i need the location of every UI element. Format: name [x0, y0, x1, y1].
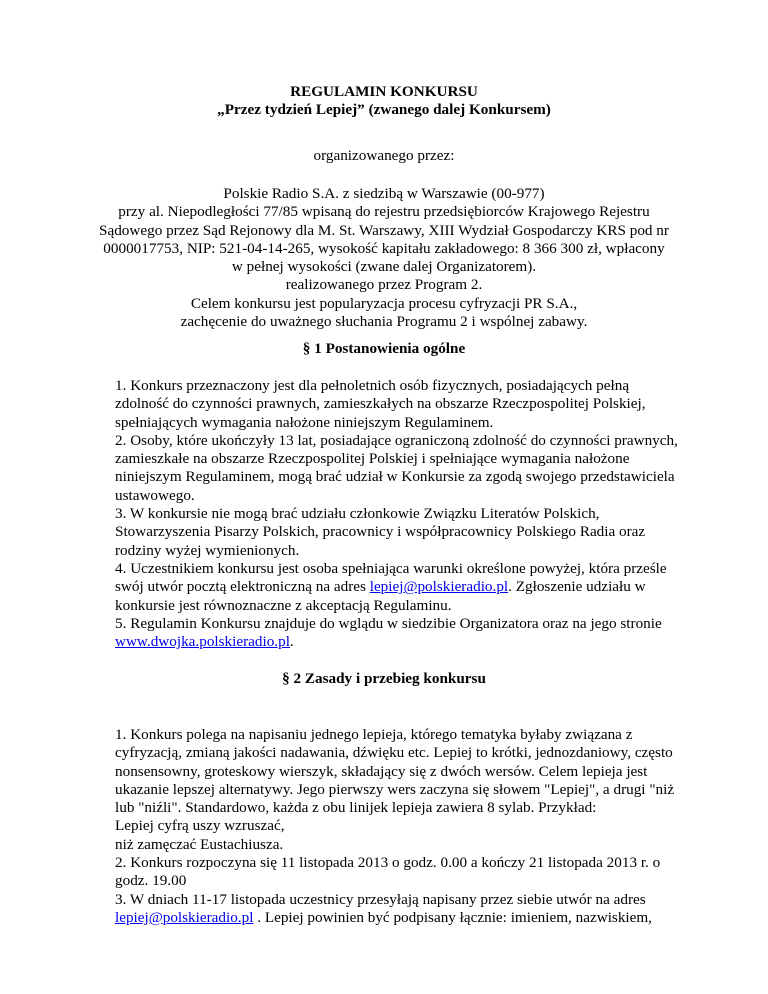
paragraph-line: rodziny wyżej wymienionych.	[115, 541, 300, 559]
paragraph-line: 4. Uczestnikiem konkursu jest osoba spełniająca warunki określone powyżej, która prześle	[115, 559, 667, 577]
organizer-line: Polskie Radio S.A. z siedzibą w Warszawie (00-977)	[223, 185, 545, 202]
paragraph-line: ustawowego.	[115, 486, 195, 504]
poem-line: Lepiej cyfrą uszy wzruszać,	[115, 817, 285, 835]
paragraph-line: zamieszkałe na obszarze Rzeczpospolitej Polskiej i spełniające wymagania nałożone	[115, 450, 630, 468]
paragraph-line-with-email	[115, 578, 660, 596]
email-link[interactable]: lepiej@polskieradio.pl	[115, 908, 254, 926]
paragraph-line: zdolność do czynności prawnych, zamieszkałych na obszarze Rzeczpospolitej Polskiej,	[115, 395, 646, 413]
paragraph-line: 1. Konkurs przeznaczony jest dla pełnoletnich osób fizycznych, posiadających pełną	[115, 377, 630, 394]
paragraph-line: 2. Konkurs rozpoczyna się 11 listopada 2013 o godz. 0.00 a kończy 21 listopada 2013 r. o	[115, 854, 661, 872]
section-2-heading: § 2 Zasady i przebieg konkursu	[282, 670, 486, 687]
text-segment: swój utwór pocztą elektroniczną na adres	[115, 578, 370, 596]
text-segment: .	[289, 633, 294, 651]
document-title	[0, 83, 768, 120]
section-1-heading: § 1 Postanowienia ogólne	[302, 340, 466, 357]
organizer-line: Celem konkursu jest popularyzacja procesu cyfryzacji PR S.A.,	[190, 294, 578, 312]
paragraph-line: nonsensowny, groteskowy wierszyk, składający się z dwóch wersów. Celem lepieja jest	[115, 762, 648, 780]
organizer-line: przy al. Niepodległości 77/85 wpisaną do rejestru przedsiębiorców Krajowego Rejestru	[118, 203, 650, 221]
organizer-line: 0000017753, NIP: 521-04-14-265, wysokość kapitału zakładowego: 8 366 300 zł, wpłacony	[103, 239, 665, 257]
paragraph-line: niniejszym Regulaminem, mogą brać udział w Konkursie za zgodą swojego przedstawiciela	[115, 468, 675, 486]
paragraph-line: cyfryzacją, zmianą jakości nadawania, dźwięku etc. Lepiej to krótki, jednozdaniowy, często	[115, 744, 673, 762]
website-link[interactable]: www.dwojka.polskieradio.pl	[115, 633, 290, 651]
organizer-line: w pełnej wysokości (zwane dalej Organizatorem).	[231, 258, 537, 276]
organizer-block	[0, 185, 768, 331]
paragraph-line: 3. W dniach 11-17 listopada uczestnicy przesyłają napisany przez siebie utwór na adres	[115, 890, 646, 908]
organized-by-label: organizowanego przez:	[313, 147, 455, 164]
paragraph-line: 3. W konkursie nie mogą brać udziału członkowie Związku Literatów Polskich,	[115, 505, 600, 523]
poem-line: niż zamęczać Eustachiusza.	[115, 835, 284, 853]
paragraph-line: lub "niźli". Standardowo, każda z obu linijek lepieja zawiera 8 sylab. Przykład:	[115, 799, 597, 817]
paragraph-line: 5. Regulamin Konkursu znajduje do wglądu w siedzibie Organizatora oraz na jego stronie	[115, 614, 662, 632]
paragraph-line: konkursie jest równoznaczne z akceptacją Regulaminu.	[115, 596, 452, 614]
organizer-line: realizowanego przez Program 2.	[285, 276, 483, 294]
paragraph-line-with-url	[115, 633, 660, 651]
paragraph-line: godz. 19.00	[115, 872, 187, 890]
text-segment: . Lepiej powinien być podpisany łącznie: imieniem, nazwiskiem,	[253, 908, 652, 926]
paragraph-line: ukazanie lepszej alternatywy. Jego pierwszy wers zaczyna się słowem "Lepiej", a drugi "niż	[115, 780, 675, 798]
section-1-body	[115, 377, 678, 651]
email-link[interactable]: lepiej@polskieradio.pl	[369, 578, 509, 596]
paragraph-line: spełniających wymagania nałożone niniejszym Regulaminem.	[115, 413, 494, 431]
title-line-2: „Przez tydzień Lepiej” (zwanego dalej Konkursem)	[217, 101, 551, 119]
organizer-line: Sądowego przez Sąd Rejonowy dla M. St. Warszawy, XIII Wydział Gospodarczy KRS pod nr	[99, 221, 669, 239]
organizer-line: zachęcenie do uważnego słuchania Programu 2 i wspólnej zabawy.	[180, 313, 588, 331]
section-2-body	[115, 726, 675, 927]
paragraph-line-with-email	[115, 909, 675, 927]
paragraph-line: 2. Osoby, które ukończyły 13 lat, posiadające ograniczoną zdolność do czynności prawnych,	[115, 431, 678, 449]
paragraph-line: 1. Konkurs polega na napisaniu jednego lepieja, którego tematyka byłaby związana z	[115, 726, 633, 743]
paragraph-line: Stowarzyszenia Pisarzy Polskich, pracownicy i współpracownicy Polskiego Radia oraz	[115, 523, 646, 541]
text-segment: . Zgłoszenie udziału w	[508, 578, 646, 596]
title-line-1: REGULAMIN KONKURSU	[290, 83, 478, 100]
